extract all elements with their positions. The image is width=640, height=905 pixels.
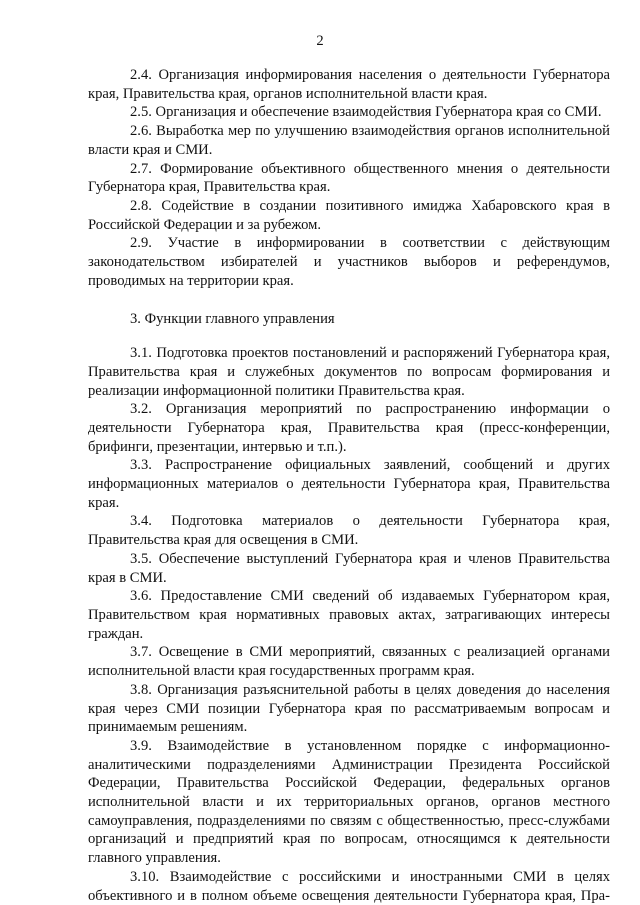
paragraph-3-6: 3.6. Предоставление СМИ сведений об издаваемых Губернатором края, Правительством края нормативных правовых актах, затрагивающих интересы граждан. (88, 588, 610, 642)
page-number: 2 (316, 33, 324, 49)
section-3-heading: 3. Функции главного управления (130, 311, 335, 328)
paragraph-3-10: 3.10. Взаимодействие с российскими и иностранными СМИ в целях объективного и в полном объеме освещения деятельности Губернатора края, Пра- (88, 868, 610, 904)
paragraph-2-4: 2.4. Организация информирования населения о деятельности Губернатора края, Правительства края, органов исполнительной власти края. (88, 67, 610, 102)
paragraph-2-9: 2.9. Участие в информировании в соответствии с действующим законодательством избирателей и участников выборов и референдумов, проводимых на территории края. (88, 235, 610, 289)
paragraph-3-5: 3.5. Обеспечение выступлений Губернатора края и членов Правительства края в СМИ. (88, 550, 610, 586)
paragraph-3-4: 3.4. Подготовка материалов о деятельности Губернатора края, Правительства края для освещения в СМИ. (88, 513, 610, 549)
paragraph-3-3: 3.3. Распространение официальных заявлений, сообщений и других информационных материалов о деятельности Губернатора края, Правительства края. (88, 457, 610, 511)
paragraph-2-5: 2.5. Организация и обеспечение взаимодействия Губернатора края со СМИ. (130, 104, 602, 121)
paragraph-3-7: 3.7. Освещение в СМИ мероприятий, связанных с реализацией органами исполнительной власти края государственных программ края. (88, 644, 610, 680)
paragraph-3-8: 3.8. Организация разъяснительной работы в целях доведения до населения края через СМИ позиции Губернатора края по рассматриваемым вопросам и принимаемым решениям. (88, 681, 610, 736)
paragraph-3-2: 3.2. Организация мероприятий по распространению информации о деятельности Губернатора края, Правительства края (пресс-конференции, брифинги, презентации, интервью и т.п.). (88, 401, 610, 455)
document-body (88, 66, 610, 905)
paragraph-2-8: 2.8. Содействие в создании позитивного имиджа Хабаровского края в Российской Федерации и за рубежом. (88, 197, 610, 233)
paragraph-2-6: 2.6. Выработка мер по улучшению взаимодействия органов исполнительной власти края и СМИ. (88, 123, 610, 158)
paragraph-2-7: 2.7. Формирование объективного общественного мнения о деятельности Губернатора края, Правительства края. (88, 160, 610, 196)
paragraph-3-9: 3.9. Взаимодействие в установленном порядке с информационно-аналитическими подразделениями Администрации Президента Российской Федерации, Правительства Российской Федерации, федеральных органов исполнительной власти и их территориальных органов, органов местного самоуправления, подразделениями по связям с общественностью, пресс-службами организаций и предприятий края по вопросам, относящимся к деятельности главного управления. (88, 737, 610, 867)
paragraph-3-1: 3.1. Подготовка проектов постановлений и распоряжений Губернатора края, Правительства края и служебных документов по вопросам формирования и реализации информационной политики Правительства края. (88, 345, 610, 399)
